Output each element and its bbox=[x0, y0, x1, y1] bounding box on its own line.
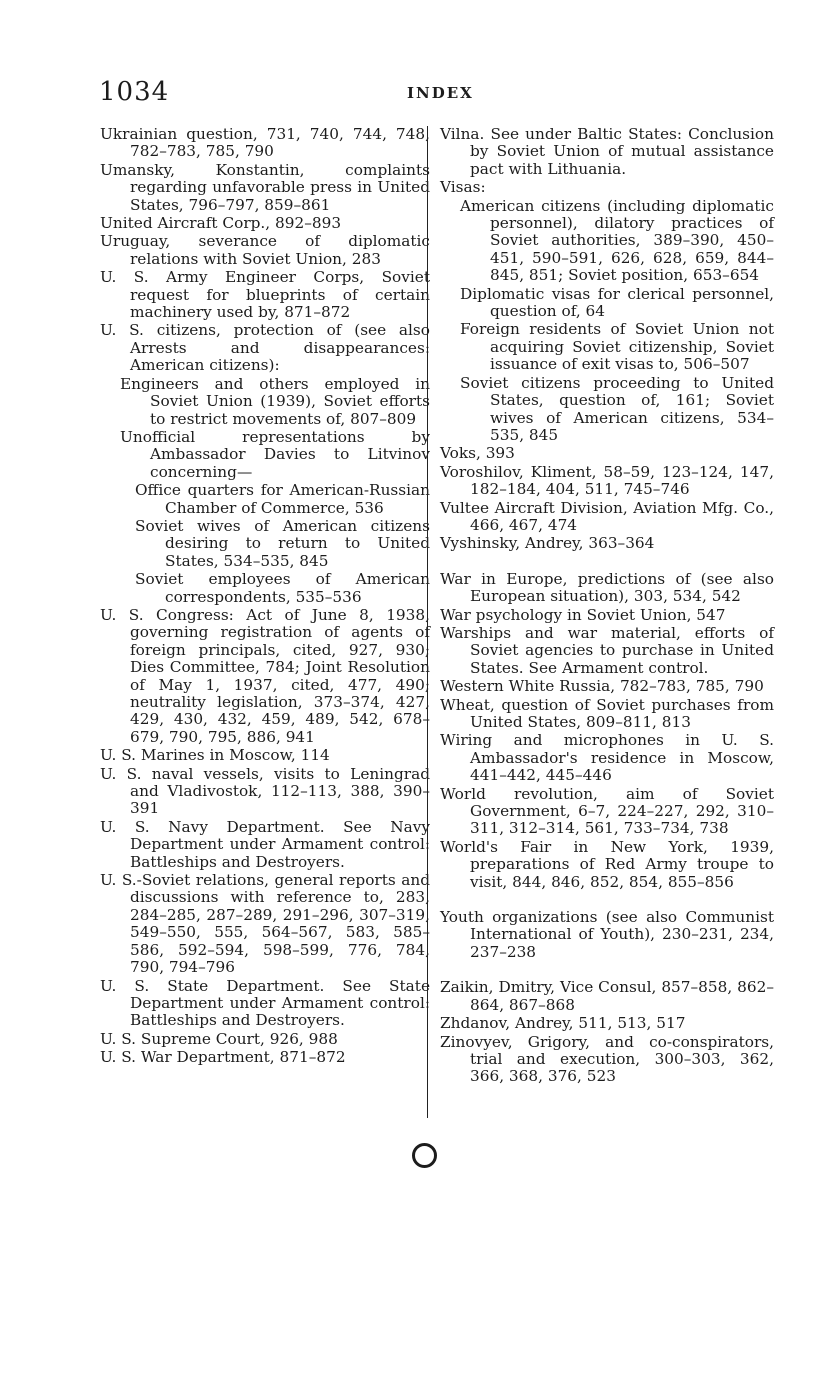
index-subentry: Soviet wives of American citizens desiring to return to United States, 534–535, 845 bbox=[135, 516, 430, 570]
index-entry: Umansky, Konstantin, complaints regarding unfavorable press in United States, 796–797, 859–861 bbox=[100, 160, 430, 214]
running-title: INDEX bbox=[407, 84, 474, 102]
index-entry: United Aircraft Corp., 892–893 bbox=[100, 214, 342, 233]
index-entry: Uruguay, severance of diplomatic relations with Soviet Union, 283 bbox=[100, 232, 430, 268]
index-entry: Vilna. See under Baltic States: Conclusion by Soviet Union of mutual assistance pact with Lithuania. bbox=[440, 125, 774, 178]
end-mark-circle-icon bbox=[412, 1143, 437, 1168]
index-entry: World revolution, aim of Soviet Government, 6–7, 224–227, 292, 310–311, 312–314, 561, 733–734, 738 bbox=[440, 784, 774, 838]
index-entry: Zaikin, Dmitry, Vice Consul, 857–858, 862–864, 867–868 bbox=[440, 978, 774, 1014]
index-entry: Visas: bbox=[440, 178, 486, 197]
index-subentry: Soviet citizens proceeding to United States, question of, 161; Soviet wives of American citizens, 534–535, 845 bbox=[460, 373, 774, 444]
index-entry: U. S. Army Engineer Corps, Soviet request for blueprints of certain machinery used by, 871–872 bbox=[100, 268, 430, 322]
index-entry: U. S.-Soviet relations, general reports and discussions with reference to, 283, 284–285, 287–289, 291–296, 307–319, 549–550, 555, 564–567, 583, 585–586, 592–594, 598–599, 776, 784, 790, 794–796 bbox=[100, 871, 430, 977]
index-entry: U. S. Congress: Act of June 8, 1938, governing registration of agents of foreign principals, cited, 927, 930; Dies Committee, 784; Joint Resolution of May 1, 1937, cited, 477, 490; neutrality legislation, 373–374, 427, 429, 430, 432, 459, 489, 542, 678–679, 790, 795, 886, 941 bbox=[100, 605, 430, 746]
index-subentry: Office quarters for American-Russian Chamber of Commerce, 536 bbox=[135, 481, 430, 517]
index-entry: U. S. State Department. See State Department under Armament control: Battleships and Destroyers. bbox=[100, 976, 430, 1030]
page-number: 1034 bbox=[99, 77, 170, 107]
entry-gap bbox=[440, 962, 774, 979]
index-subentry: American citizens (including diplomatic personnel), dilatory practices of Soviet authorities, 389–390, 450–451, 590–591, 626, 628, 659, 844–845, 851; Soviet position, 653–654 bbox=[460, 196, 774, 285]
index-column-left bbox=[90, 126, 430, 1068]
index-subentry: Diplomatic visas for clerical personnel, question of, 64 bbox=[460, 284, 774, 321]
index-entry: Zinovyev, Grigory, and co-conspirators, trial and execution, 300–303, 362, 366, 368, 376, 523 bbox=[440, 1032, 774, 1086]
index-entry: U. S. naval vessels, visits to Leningrad and Vladivostok, 112–113, 388, 390–391 bbox=[100, 764, 430, 818]
column-divider bbox=[427, 126, 428, 1118]
index-entry: War psychology in Soviet Union, 547 bbox=[440, 605, 726, 624]
index-entry: World's Fair in New York, 1939, preparations of Red Army troupe to visit, 844, 846, 852, 854, 855–856 bbox=[440, 837, 774, 891]
index-entry: Western White Russia, 782–783, 785, 790 bbox=[440, 677, 764, 696]
index-subentry: Soviet employees of American correspondents, 535–536 bbox=[135, 570, 430, 606]
index-entry: U. S. Marines in Moscow, 114 bbox=[100, 746, 330, 765]
index-entry: Youth organizations (see also Communist International of Youth), 230–231, 234, 237–238 bbox=[440, 908, 774, 961]
index-entry: Voks, 393 bbox=[440, 444, 515, 463]
entry-gap bbox=[440, 892, 774, 909]
index-entry: Wheat, question of Soviet purchases from United States, 809–811, 813 bbox=[440, 695, 774, 731]
index-subentry: Foreign residents of Soviet Union not acquiring Soviet citizenship, Soviet issuance of exit visas to, 506–507 bbox=[460, 320, 774, 374]
index-column-right bbox=[440, 126, 774, 1087]
index-entry: Zhdanov, Andrey, 511, 513, 517 bbox=[440, 1014, 686, 1033]
index-entry: U. S. War Department, 871–872 bbox=[100, 1048, 346, 1067]
entry-gap bbox=[440, 554, 774, 571]
index-entry: Vyshinsky, Andrey, 363–364 bbox=[440, 534, 655, 553]
index-entry: U. S. Navy Department. See Navy Department under Armament control: Battleships and Destroyers. bbox=[100, 817, 430, 871]
index-entry: Vultee Aircraft Division, Aviation Mfg. Co., 466, 467, 474 bbox=[440, 498, 774, 534]
index-subentry: Unofficial representations by Ambassador Davies to Litvinov concerning— bbox=[120, 427, 430, 481]
index-entry: Ukrainian question, 731, 740, 744, 748, 782–783, 785, 790 bbox=[100, 125, 430, 161]
index-subentry: Engineers and others employed in Soviet Union (1939), Soviet efforts to restrict movements of, 807–809 bbox=[120, 374, 430, 428]
index-entry: War in Europe, predictions of (see also European situation), 303, 534, 542 bbox=[440, 569, 774, 606]
index-entry: Wiring and microphones in U. S. Ambassador's residence in Moscow, 441–442, 445–446 bbox=[440, 731, 774, 785]
index-entry: U. S. citizens, protection of (see also Arrests and disappearances: American citizens): bbox=[100, 321, 430, 375]
index-entry: Warships and war material, efforts of Soviet agencies to purchase in United States. See Armament control. bbox=[440, 623, 774, 677]
index-entry: Voroshilov, Kliment, 58–59, 123–124, 147, 182–184, 404, 511, 745–746 bbox=[440, 462, 774, 499]
index-entry: U. S. Supreme Court, 926, 988 bbox=[100, 1029, 338, 1048]
